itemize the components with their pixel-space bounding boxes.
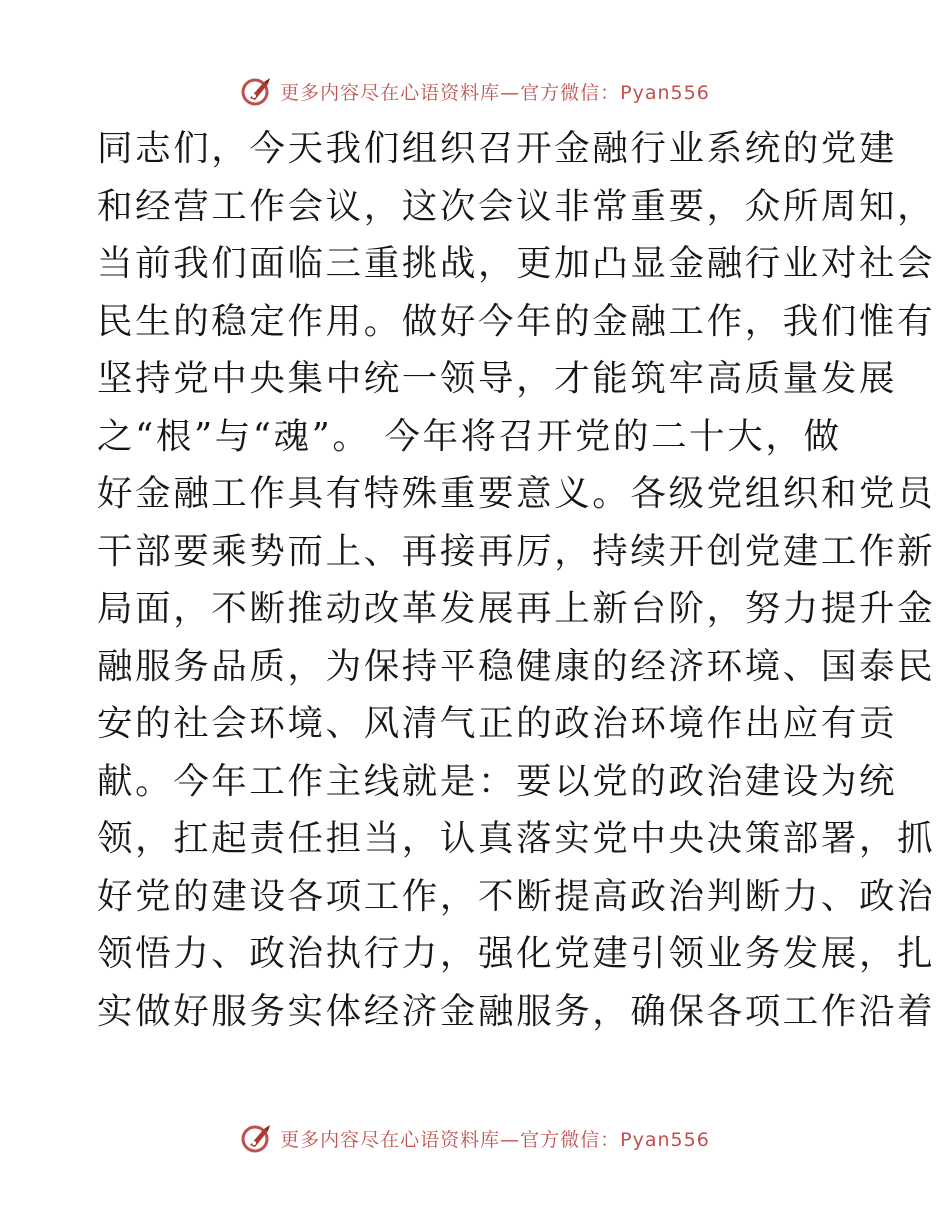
text-line: 干部要乘势而上、再接再厉，持续开创党建工作新: [97, 530, 936, 572]
text-line: 同志们，今天我们组织召开金融行业系统的党建: [97, 128, 898, 169]
text-line: 实做好服务实体经济金融服务，确保各项工作沿着: [97, 990, 936, 1032]
text-line: 之“根”与“魂”。 今年将召开党的二十大，做: [97, 415, 842, 457]
header-watermark: [0, 69, 950, 113]
text-line: 好金融工作具有特殊重要意义。各级党组织和党员: [97, 473, 936, 514]
footer-watermark: [0, 1116, 950, 1160]
pen-nib-logo-icon: [240, 74, 274, 108]
text-line: 民生的稳定作用。做好今年的金融工作，我们惟有: [97, 300, 936, 342]
text-line: 和经营工作会议，这次会议非常重要，众所周知，: [97, 185, 936, 227]
text-line: 坚持党中央集中统一领导，才能筑牢高质量发展: [97, 358, 898, 399]
text-line: 局面，不断推动改革发展再上新台阶，努力提升金: [97, 588, 936, 629]
text-line: 安的社会环境、风清气正的政治环境作出应有贡: [97, 703, 898, 744]
header-banner-text: 更多内容尽在心语资料库—官方微信：Pyan556: [280, 81, 710, 104]
text-line: 好党的建设各项工作，不断提高政治判断力、政治: [97, 875, 936, 917]
text-line: 领，扛起责任担当，认真落实党中央决策部署，抓: [97, 818, 936, 859]
footer-banner-text: 更多内容尽在心语资料库—官方微信：Pyan556: [280, 1128, 710, 1151]
text-line: 献。今年工作主线就是：要以党的政治建设为统: [97, 760, 898, 802]
text-line: 当前我们面临三重挑战，更加凸显金融行业对社会: [97, 243, 936, 284]
text-line: 融服务品质，为保持平稳健康的经济环境、国泰民: [97, 645, 936, 687]
text-line: 领悟力、政治执行力，强化党建引领业务发展，扎: [97, 933, 936, 974]
document-body: [97, 120, 936, 1040]
pen-nib-logo-icon: [240, 1121, 274, 1155]
